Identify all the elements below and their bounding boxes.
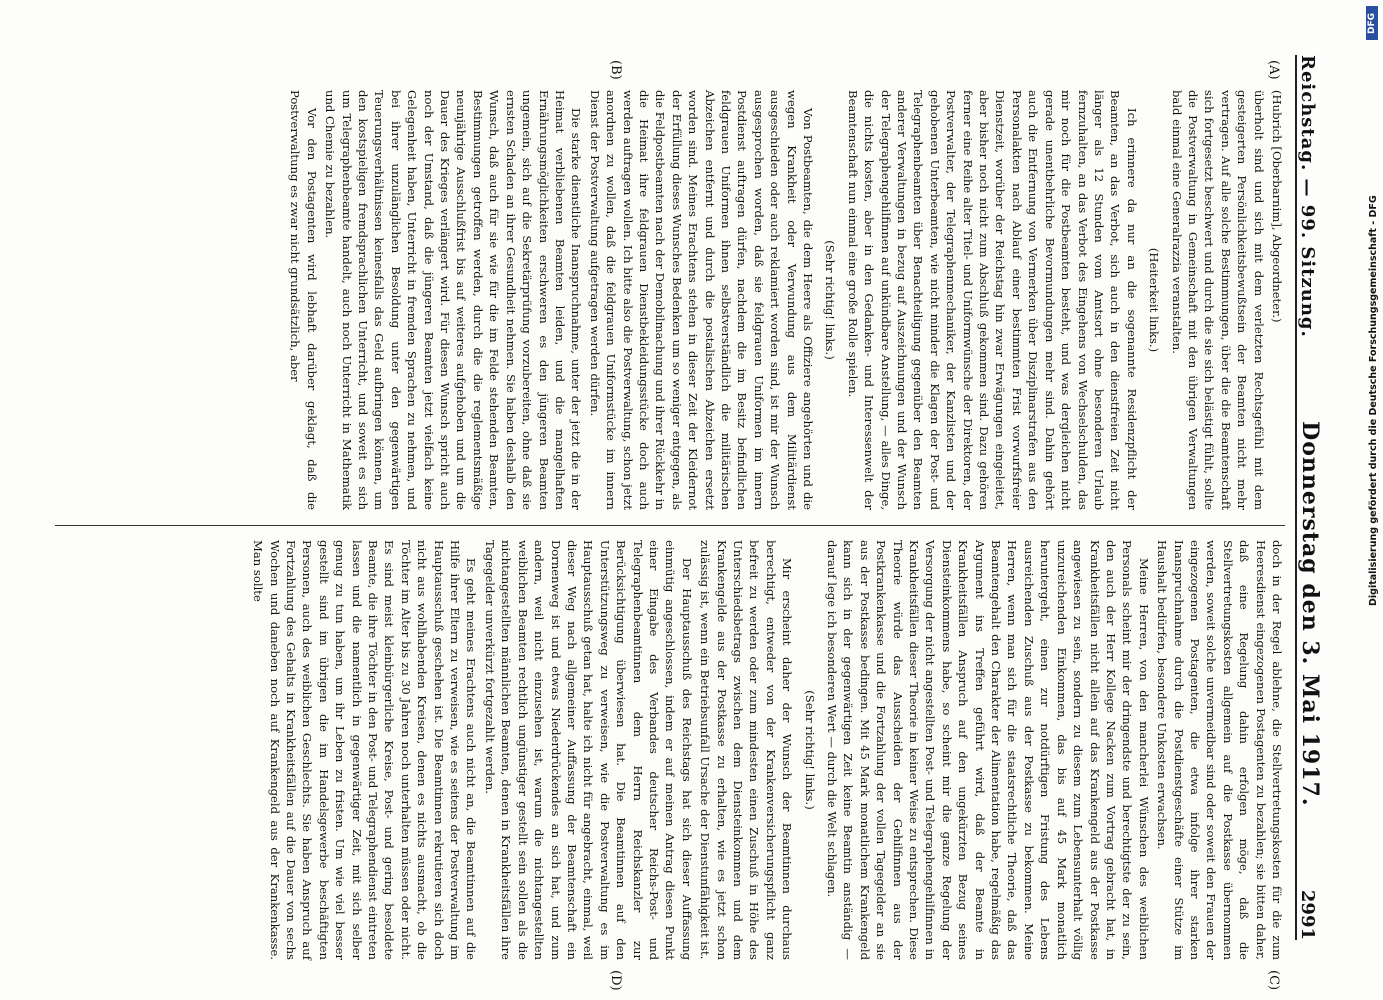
right-paragraph: Es geht meines Erachtens auch nicht an, die Beamtinnen auf die Hilfe ihrer Eltern zu verweisen, wie es seitens der Postverwaltung im Hauptausschuß geschehen ist. Die Beamtinnen rekrutieren sich doch nicht aus wohlhabenden Kreisen, denen es nichts ausmacht, ob die Töchter im Alter bis zu 30 Jahren noch unterhalten müssen oder nicht. Es sind meist kleinbürgerliche Kreise, Post- und gering besoldete Beamte, die ihre Töchter in den Post- und Telegraphendienst eintreten lassen und die namentlich in gegenwärtiger Zeit, mit sich selber genug zu tun haben, um ihr Leben zu fristen. Um wie viel besser gestellt sind im übrigen die im Handelsgewerbe beschäftigten Personen, auch des weiblichen Geschlechts. Sie haben Anspruch auf Fortzahlung des Gehalts in Krankheitsfällen auf die Dauer von sechs Wochen und daneben noch auf Krankengeld aus der Krankenkasse. Man sollte <box>251 540 479 960</box>
interjection: (Sehr richtig! links.) <box>802 690 817 810</box>
margin-marker-a: (A) <box>1266 60 1281 80</box>
digitization-credit: Digitalisierung gefördert durch die Deutsche Forschungsgemeinschaft - DFG <box>1368 195 1379 606</box>
margin-marker-c: (C) <box>1266 970 1281 991</box>
interjection: (Heiterkeit links.) <box>1147 247 1162 353</box>
right-paragraph: Mir erscheint daher der Wunsch der Beamtinnen durchaus berechtigt, entweder von der Krankenversicherungspflicht ganz befreit zu werden oder zum mindesten einen Zuschuß in Höhe des Unterschiedsbetrags zwischen dem Diensteinkommen und dem Krankengelde aus der Postkasse zu erhalten, wie es jetzt schon zulässig ist, wenn ein Betriebsunfall Ursache der Dienstunfähigkeit ist. <box>698 540 795 960</box>
right-paragraph: doch in der Regel ablehne, die Stellvertretungskosten für die zum Heeresdienst eingezogenen Postagenten zu bezahlen; sie bitten daher, daß eine Regelung dahin erfolgen möge, daß die Stellvertretungskosten allgemein auf die Postkasse übernommen werden, soweit solche unvermeidbar sind oder soweit den Frauen der eingezogenen Postagenten, die etwa infolge ihrer starken Inanspruchnahme durch die Postdienstgeschäfte einer Stütze im Haushalt bedürfen, besondere Unkosten erwachsen. <box>1155 540 1284 960</box>
page-header <box>1295 55 1333 940</box>
right-paragraph: Meine Herren, von den mancherlei Wünschen des weiblichen Personals scheint mir der dringendste und berechtigtste der zu sein, den auch der Herr Kollege Nacken zum Vortrag gebracht hat, in Krankheitsfällen nicht allein auf das Krankengeld aus der Postkasse angewiesen zu sein, sondern zu diesem zum Lebensunterhalt völlig unzureichenden Einkommen, das bis auf 45 Mark monatlich heruntergeht, einen zur notdürftigen Fristung des Lebens ausreichenden Zuschuß aus der Postkasse zu bekommen. Meine Herren, wenn man sich für die staatsrechtliche Theorie, daß das Beamtengehalt den Charakter der Alimentation habe, regelmäßig das Argument ins Treffen geführt wird, daß der Beamte in Krankheitsfällen Anspruch auf den ungekürzten Bezug seines Diensteinkommens habe, so scheint mir die ganze Regelung der Versorgung der nicht angestellten Post- und Telegraphengehilfinnen in Krankheitsfällen dieser Theorie in keiner Weise zu entsprechen. Diese Theorie würde das Ausscheiden der Gehilfinnen aus der Postkrankenkasse und die Fortzahlung der vollen Tagegelder an sie aus der Postkasse bedingen. Mit 45 Mark monatlichem Krankengeld kann sich in der gegenwärtigen Zeit keine Beamtin anständig — darauf lege ich besonderen Wert — durch die Welt schlagen. <box>825 540 1151 960</box>
margin-marker-b: (B) <box>608 60 623 80</box>
left-paragraph: Ich erinnere da nur an die sogenannte Residenzpflicht der Beamten, an das Verbot, sich auch in den dienstfreien Zeit nicht länger als 12 Stunden vom Amtsort ohne besonderen Urlaub fernzuhalten, an das Verbot des Eingehens von Wechselschulden, das mir noch für die Postbeamten besteht, und was dergleichen nicht gerade unentbehrliche Bevormundungen mehr sind. Dahin gehört auch die Entfernung von Vermerken über Disziplinarstrafen aus den Personalakten nach Ablauf einer bestimmten Frist vorwurfsfreier Dienstzeit, worüber der Reichstag hin zwar Erwägungen eingeleitet, aber bisher noch nicht zum Abschluß gekommen sind. Dazu gehören ferner eine Reihe alter Titel- und Uniformwünsche der Direktoren, der Postverwalter, der Telegraphenmechaniker, der Kanzlisten und der gehobenen Unterbeamten, wie nicht minder die Klagen der Post- und Telegraphenbeamten über Benachteiligung gegenüber den Beamten anderer Verwaltungen in bezug auf Auszeichnungen und der Wunsch der Telegraphengehilfinnen auf unkündbare Anstellung, — alles Dinge, die nichts kosten, aber in den Gedanken- und Interessenwelt der Beamtenschaft nun einmal eine große Rolle spielen. <box>845 90 1139 510</box>
column-divider <box>55 525 1285 526</box>
right-text-column <box>248 540 1285 960</box>
margin-marker-d: (D) <box>608 970 623 991</box>
left-paragraph: Von Postbeamten, die dem Heere als Offiziere angehörten und die wegen Krankheit oder Verwundung aus dem Militärdienst ausgeschieden oder auch reklamiert worden sind, ist mir der Wunsch ausgesprochen worden, daß sie feldgrauen Uniformen im innern Postdienst auftragen dürfen, nachdem die im Besitz befindlichen feldgrauen Uniformen ihnen selbstverständlich die militärischen Abzeichen entfernt und durch die postalischen Abzeichen ersetzt worden sind. Meines Erachtens stehen in dieser Zeit der Kleidernot der Erfüllung dieses Wunsches Bedenken um so weniger entgegen, als die Feldpostbeamten nach der Demobilmachung und ihrer Rückkehr in die Heimat ihre feldgrauen Dienstbekleidungsstücke doch auch werden auftragen wollen. Ich bitte also die Postverwaltung, schon jetzt anordnen zu wollen, daß die feldgrauen Uniformstücke im innern Dienst der Postverwaltung aufgetragen werden dürfen. <box>587 90 816 510</box>
header-session-title: Reichstag. — 99. Sitzung. <box>1297 55 1318 338</box>
right-paragraph: Der Hauptausschuß des Reichstags hat sich dieser Auffassung einmütig angeschlossen, indem er auf meinen Antrag diesen Punkt einer Eingabe des Verbandes deutscher Reichs-Post- und Telegraphenbeamtinnen dem Herrn Reichskanzler zur Berücksichtigung überwiesen hat. Die Beamtinnen auf den Unterstützungsweg zu verweisen, wie die Postverwaltung es im Hauptausschuß getan hat, halte ich nicht für angebracht, einmal, weil dieser Weg nach allgemeiner Auffassung der Beamtenschaft ein Dornenweg ist und etwas Niederdrückendes an sich hat, und zum andern, weil nicht einzusehen ist, warum die nichtangestellten weiblichen Beamten rechtlich ungünstiger gestellt sein sollen als die nichtangestellten männlichen Beamten, denen in Krankheitsfällen ihre Tagegelder unverkürzt fortgezahlt werden. <box>482 540 694 960</box>
header-date: Donnerstag den 3. Mai 1917. <box>1297 421 1323 807</box>
interjection: (Sehr richtig! links.) <box>823 240 838 360</box>
dfg-logo: DFG <box>1366 6 1378 40</box>
left-paragraph: Vor den Postagenten wird lebhaft darüber geklagt, daß die Postverwaltung es zwar nicht grundsätzlich, aber <box>288 90 319 510</box>
left-text-column <box>285 90 1285 510</box>
left-paragraph: Die starke dienstliche Inanspruchnahme, unter der jetzt die in der Heimat verbliebenen Beamten leiden, und die mangelhaften Ernährungsmöglichkeiten erschweren es den jüngeren Beamten ungemein, sich auf die Sekretärprüfung vorzubereiten, ohne daß sie ernsten Schaden an ihrer Gesundheit nehmen. Sie haben deshalb den Wunsch, daß auch für sie wie für die im Felde stehenden Beamten, Bestimmungen getroffen werden, durch die die reglementsmäßige neunjährige Ausschlußfrist bis auf weiteres aufgehoben und um die Dauer des Krieges verlängert wird. Für diesen Wunsch spricht auch noch der Umstand, daß die jüngeren Beamten jetzt vielfach keine Gelegenheit haben, Unterricht in fremden Sprachen zu nehmen, und bei ihrer unzulänglichen Besoldung unter den gegenwärtigen Teuerungsverhältnissen keinesfalls das Geld aufbringen können, um den kostspieligen fremdsprachlichen Unterricht, und soweit es sich um Telegraphenbeamte handelt, auch noch Unterricht in Mathematik und Chemie zu bezahlen. <box>323 90 584 510</box>
left-paragraph: überholt sind und sich mit dem verletzten Rechtsgefühl mit dem gesteigerten Persönlichkeitsbewußtsein der Beamten nicht mehr vertragen. Auf alle solche Bestimmungen, über die die Beamtenschaft sich fortgesetzt beschwert und durch die sie sich belästigt fühlt, sollte die Postverwaltung in Gemeinschaft mit den übrigen Verwaltungen bald einmal eine Generalrazzia veranstalten. <box>1169 90 1266 510</box>
page-number: 2991 <box>1297 889 1318 940</box>
speaker-line: (Hubrich [Oberbarnim], Abgeordneter.) <box>1270 90 1284 323</box>
